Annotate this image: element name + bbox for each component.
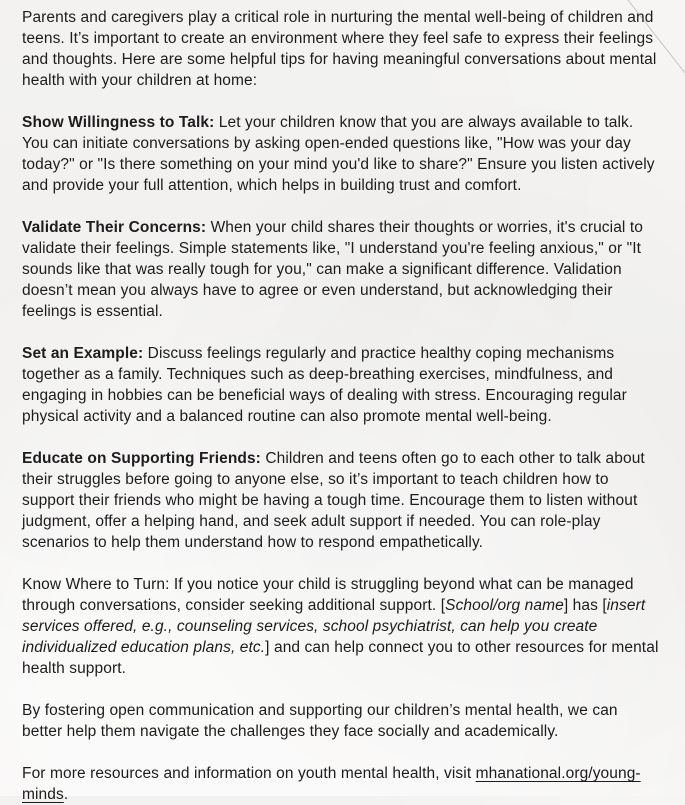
set-example-segment-0: Set an Example: (22, 345, 148, 362)
closing-segment-0: By fostering open communication and supporting our children’s mental health, we can better help them navigate the challenges they face socially and academically. (22, 702, 618, 740)
document-body (22, 7, 661, 805)
validate-concerns-segment-0: Validate Their Concerns: (22, 219, 211, 236)
know-where-to-turn-segment-1: School/org name (445, 597, 564, 614)
paragraph-validate-concerns (22, 217, 661, 322)
intro-segment-0: Parents and caregivers play a critical role in nurturing the mental well-being of children and teens. It’s important to create an environment where they feel safe to express their feelings and thoughts. Here are some helpful tips for having meaningful conversations about mental health with your children at home: (22, 9, 657, 89)
know-where-to-turn-segment-2: ] has [ (563, 597, 607, 614)
educate-friends-segment-1: Children and teens often go to each other to talk about their struggles before going to anyone else, so it’s important to teach children how to support their friends who might be having a tough time. Encourage them to listen without judgment, offer a helping hand, and seek adult support if needed. You can role-play scenarios to help them understand how to respond empathetically. (22, 450, 645, 551)
know-where-to-turn-segment-3: insert services offered, e.g., counseling services, school psychiatrist, can help you create individualized education plans, etc. (22, 597, 646, 656)
paragraph-closing (22, 700, 661, 742)
paragraph-resources (22, 763, 661, 805)
know-where-to-turn-segment-4: ] and can help connect you to other resources for mental health support. (22, 639, 659, 677)
show-willingness-segment-1: Let your children know that you are always available to talk. You can initiate conversations by asking open-ended questions like, "How was your day today?" or "Is there something on your mind you'd like to share?" Ensure you listen actively and provide your full attention, which helps in building trust and comfort. (22, 114, 655, 194)
educate-friends-segment-0: Educate on Supporting Friends: (22, 450, 266, 467)
paragraph-intro (22, 7, 661, 91)
know-where-to-turn-segment-0: Know Where to Turn: If you notice your child is struggling beyond what can be managed through conversations, consider seeking additional support. [ (22, 576, 634, 614)
set-example-segment-1: Discuss feelings regularly and practice healthy coping mechanisms together as a family. Techniques such as deep-breathing exercises, mindfulness, and engaging in hobbies can be beneficial ways of dealing with stress. Encouraging regular physical activity and a balanced routine can also promote mental well-being. (22, 345, 627, 425)
paragraph-set-example (22, 343, 661, 427)
resources-segment-2: . (63, 786, 69, 803)
show-willingness-segment-0: Show Willingness to Talk: (22, 114, 219, 131)
paragraph-educate-friends (22, 448, 661, 553)
resources-segment-0: For more resources and information on youth mental health, visit (22, 765, 476, 782)
link-resources[interactable]: mhanational.org/young-minds (22, 765, 641, 803)
validate-concerns-segment-1: When your child shares their thoughts or worries, it's crucial to validate their feelings. Simple statements like, "I understand you're feeling anxious," or "It sounds like that was really tough for you," can make a significant difference. Validation doesn’t mean you always have to agree or even understand, but acknowledging their feelings is essential. (22, 219, 644, 320)
paragraph-show-willingness (22, 112, 661, 196)
paragraph-know-where-to-turn (22, 574, 661, 679)
